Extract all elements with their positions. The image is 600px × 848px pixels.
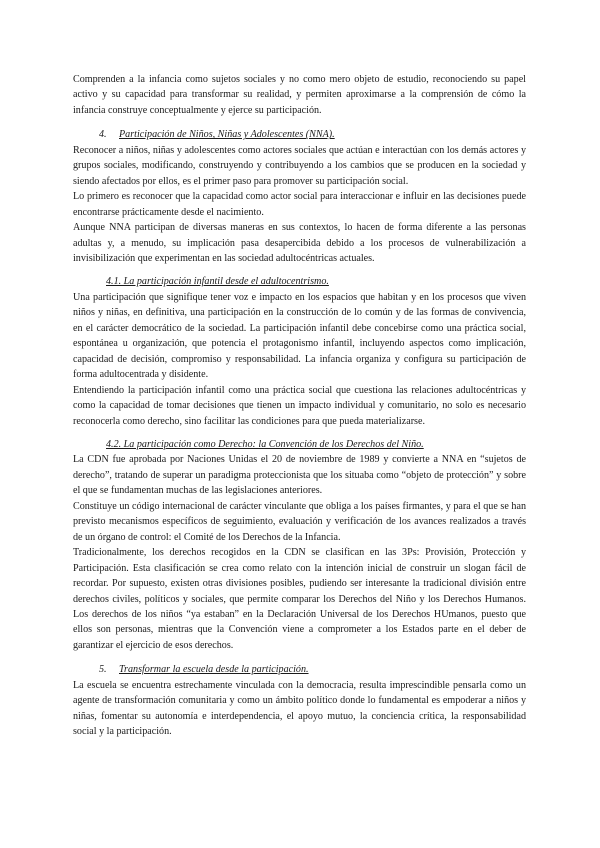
intro-paragraph: Comprenden a la infancia como sujetos sociales y no como mero objeto de estudio, reconociendo su papel activo y su capacidad para transformar su realidad, y permiten aproximarse a la comprensión de cómo la infancia construye conceptualmente y ejerce su participación. (73, 74, 526, 116)
section-4-paragraph-1: Reconocer a niños, niñas y adolescentes como actores sociales que actúan e interactúan con los demás actores y grupos sociales, modificando, construyendo y contribuyendo a los cambios que se producen en la sociedad y siendo afectados por ellos, es el primer paso para promover su participación social. (73, 144, 526, 187)
section-4-title: Participación de Niños, Niñas y Adolescentes (NNA). (119, 129, 335, 141)
section-4-paragraph-2: Lo primero es reconocer que la capacidad como actor social para interaccionar e influir en las decisiones puede encontrarse prácticamente desde el nacimiento. (73, 191, 526, 218)
section-4-1-heading: 4.1. La participación infantil desde el adultocentrismo. (106, 276, 329, 288)
section-4-paragraph-3: Aunque NNA participan de diversas maneras en sus contextos, lo hacen de forma diferente a las personas adultas y, a menudo, su implicación pasa desapercibida debido a los procesos de vulnerabilización a invisibilización que experimentan en las sociedad adultocéntricas actuales. (73, 222, 526, 264)
section-4-2-paragraph-2: Constituye un código internacional de carácter vinculante que obliga a los países firmantes, y para el que se han previsto mecanismos específicos de seguimiento, evaluación y verificación de los avances realizados a través de un órgano de control: el Comité de los Derechos de la Infancia. (73, 500, 526, 543)
section-5-title: Transformar la escuela desde la participación. (119, 664, 309, 676)
section-5-number: 5. (99, 664, 107, 676)
section-4-2-paragraph-3: Tradicionalmente, los derechos recogidos en la CDN se clasifican en las 3Ps: Provisión, Protección y Participación. Esta clasificación se crea como relato con la intención inicial de construir un slogan fácil de recordar. Por supuesto, existen otras divisiones posibles, pudiendo ser interesante la tradicional división entre derechos civiles, políticos y sociales, que permite comparar los Derechos del Niño y los Derechos Humanos. Los derechos de los niños “ya estaban” en la Declaración Universal de los Derechos HUmanos, puesto que ellos son personas, mientras que la Convención viene a comprometer a los Estados parte en el deber de garantizar el ejercicio de esos derechos. (73, 547, 526, 651)
section-4-number: 4. (99, 129, 107, 141)
section-4-1-paragraph-1: Una participación que signifique tener voz e impacto en los espacios que habitan y en los procesos que viven niños y niñas, en definitiva, una participación en la construcción de lo común y de las formas de convivencia, en el carácter democrático de la sociedad. La participación infantil debe concebirse como una práctica social, espontánea u organización, que potencia el protagonismo infantil, incluyendo aspectos como implicación, capacidad de decisión, compromiso y responsabilidad. La infancia organiza y configura su participación de forma adultocentrada y disidente. (73, 291, 526, 381)
section-4-1-paragraph-2: Entendiendo la participación infantil como una práctica social que cuestiona las relaciones adultocéntricas y como la capacidad de tomar decisiones que tienen un impacto individual y comunitario, no solo es necesario reconocerla como derecho, sino facilitar las condiciones para que pueda materializarse. (73, 384, 526, 427)
section-5-paragraph-1: La escuela se encuentra estrechamente vinculada con la democracia, resulta imprescindible pensarla como un agente de transformación comunitaria y como un ámbito político donde lo fundamental es empoderar a niños y niñas, fomentar su autonomía e interdependencia, el apoyo mutuo, la conciencia crítica, la responsabilidad social y la participación. (73, 679, 526, 738)
document-page (73, 72, 526, 740)
section-4-2-paragraph-1: La CDN fue aprobada por Naciones Unidas el 20 de noviembre de 1989 y convierte a NNA en “sujetos de derecho”, tratando de superar un paradigma proteccionista que los situaba como “objeto de protección” y sobre el que se fundamentan muchas de las legislaciones anteriores. (73, 454, 526, 497)
section-5-heading (73, 662, 526, 677)
section-4-2-heading: 4.2. La participación como Derecho: la Convención de los Derechos del Niño. (106, 438, 424, 450)
section-4-heading (73, 127, 526, 142)
